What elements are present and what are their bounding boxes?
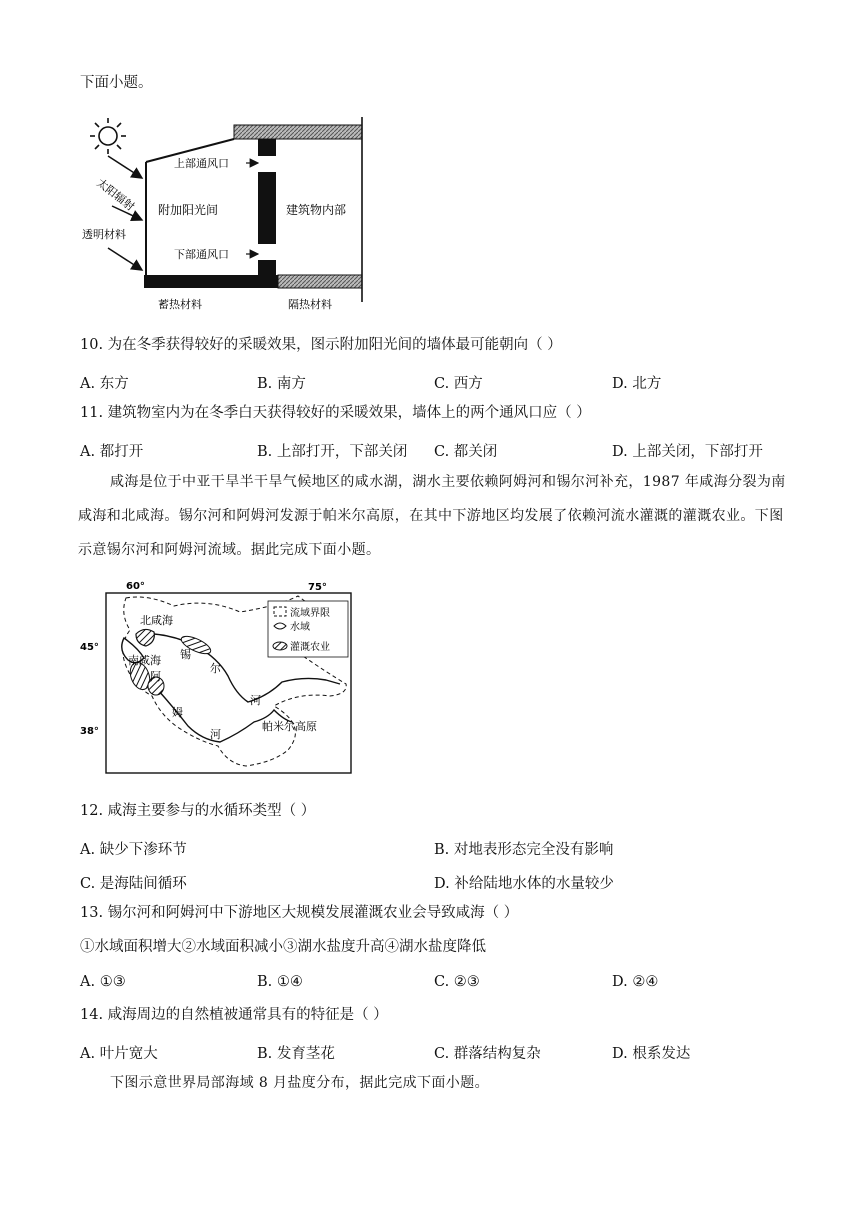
- solar-label: 太阳辐射: [94, 176, 137, 214]
- syr-char-1: 锡: [180, 648, 191, 661]
- lower-vent-label: 下部通风口: [174, 248, 229, 261]
- q11-option-b[interactable]: B. 上部打开，下部关闭: [257, 444, 408, 460]
- map-legend: [268, 601, 348, 657]
- lon60-label: 60°: [126, 581, 145, 592]
- legend-irrigation: 灌溉农业: [290, 642, 330, 653]
- q11-option-d[interactable]: D. 上部关闭，下部打开: [612, 444, 763, 460]
- q13-items: ①水域面积增大②水域面积减小③湖水盐度升高④湖水盐度降低: [80, 939, 486, 955]
- passage-aral-sea: 咸海是位于中亚干旱半干旱气候地区的咸水湖，湖水主要依赖阿姆河和锡尔河补充，1987 年咸海分裂为南咸海和北咸海。锡尔河和阿姆河发源于帕米尔高原，在其中下游地区均发展了依赖河流水灌溉的灌溉农业。下图示意锡尔河和阿姆河流域。据此完成下面小题。: [78, 474, 786, 558]
- q11-option-a[interactable]: A. 都打开: [80, 444, 144, 460]
- amu-char-1: 阿: [150, 670, 161, 683]
- q12-option-c[interactable]: C. 是海陆间循环: [80, 876, 187, 892]
- insulation-label: 隔热材料: [288, 298, 332, 311]
- aral-basin-map: [78, 576, 354, 776]
- q13-option-a[interactable]: A. ①③: [80, 974, 126, 990]
- syr-char-2: 尔: [210, 662, 221, 675]
- q14-stem: 14. 咸海周边的自然植被通常具有的特征是（ ）: [80, 1007, 388, 1023]
- q14-option-c[interactable]: C. 群落结构复杂: [434, 1046, 541, 1062]
- sun-icon: [90, 118, 126, 154]
- amu-char-3: 河: [210, 728, 221, 741]
- pamir-label: 帕米尔高原: [262, 720, 317, 733]
- lon75-label: 75°: [308, 582, 327, 593]
- lat45-label: 45°: [80, 642, 99, 653]
- q10-stem: 10. 为在冬季获得较好的采暖效果，图示附加阳光间的墙体最可能朝向（ ）: [80, 337, 562, 353]
- q12-option-d[interactable]: D. 补给陆地水体的水量较少: [434, 876, 614, 892]
- syr-char-3: 河: [250, 694, 261, 707]
- north-aral-label: 北咸海: [140, 614, 173, 627]
- q11-stem: 11. 建筑物室内为在冬季白天获得较好的采暖效果，墙体上的两个通风口应（ ）: [80, 405, 591, 421]
- passage-salinity: 下图示意世界局部海域 8 月盐度分布，据此完成下面小题。: [110, 1075, 490, 1091]
- q13-option-b[interactable]: B. ①④: [257, 974, 303, 990]
- q11-option-c[interactable]: C. 都关闭: [434, 444, 498, 460]
- q14-option-b[interactable]: B. 发育茎花: [257, 1046, 335, 1062]
- lat38-label: 38°: [80, 726, 99, 737]
- south-aral-label: 南咸海: [128, 654, 161, 667]
- q13-option-d[interactable]: D. ②④: [612, 974, 659, 990]
- q10-option-d[interactable]: D. 北方: [612, 376, 662, 392]
- q12-stem: 12. 咸海主要参与的水循环类型（ ）: [80, 803, 316, 819]
- upper-vent-label: 上部通风口: [174, 157, 229, 170]
- q10-option-b[interactable]: B. 南方: [257, 376, 306, 392]
- q12-option-b[interactable]: B. 对地表形态完全没有影响: [434, 842, 614, 858]
- legend-water: 水域: [290, 622, 310, 633]
- q14-option-a[interactable]: A. 叶片宽大: [80, 1046, 158, 1062]
- q13-option-c[interactable]: C. ②③: [434, 974, 480, 990]
- sunroom-label: 附加阳光间: [158, 203, 219, 217]
- q13-stem: 13. 锡尔河和阿姆河中下游地区大规模发展灌溉农业会导致咸海（ ）: [80, 905, 519, 921]
- legend-boundary: 流域界限: [290, 608, 330, 619]
- transparent-label: 透明材料: [82, 228, 126, 241]
- q12-option-a[interactable]: A. 缺少下渗环节: [80, 842, 187, 858]
- sunroom-diagram: [78, 112, 378, 314]
- amu-char-2: 姆: [172, 706, 183, 719]
- intro-tail: 下面小题。: [80, 75, 153, 91]
- q10-option-c[interactable]: C. 西方: [434, 376, 483, 392]
- heat-storage-label: 蓄热材料: [158, 298, 202, 311]
- q14-option-d[interactable]: D. 根系发达: [612, 1046, 691, 1062]
- interior-label: 建筑物内部: [286, 203, 347, 217]
- q10-option-a[interactable]: A. 东方: [80, 376, 129, 392]
